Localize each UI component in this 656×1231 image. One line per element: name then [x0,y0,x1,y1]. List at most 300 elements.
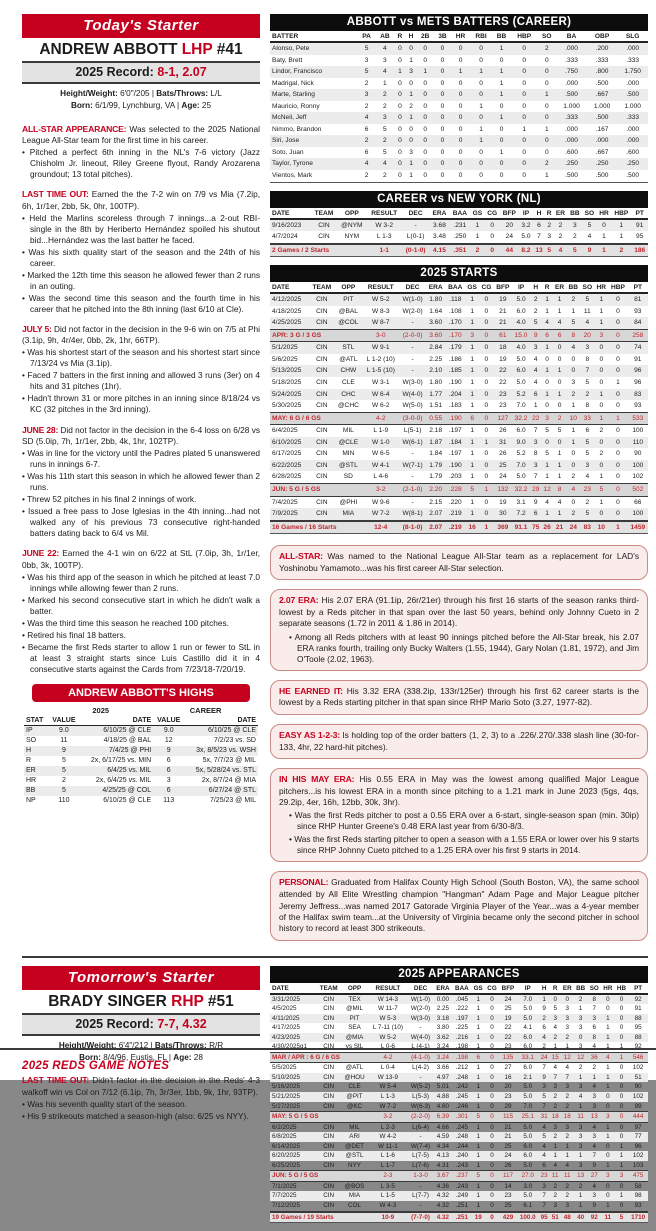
table-cell: 0 [423,125,428,133]
table-cell: CIN [323,1083,335,1091]
table-cell: 0 [398,137,402,145]
table-cell: 3.80 [436,1024,450,1032]
table-cell: 75 [532,523,540,531]
table-cell: 4 [587,233,592,241]
table-cell: 1-1 [379,246,389,254]
table-cell: 1 [484,523,489,531]
table-row [270,521,648,534]
table-cell: 9/16/2023 [272,221,302,229]
column-header: HR [597,209,612,219]
table-cell: 0 [619,1083,624,1091]
table-cell: 4 [592,1182,597,1190]
tomorrow-born-label: Born: [79,1052,101,1062]
table-cell: 6/10/2025 [272,438,302,446]
table-cell: 1 [476,1073,480,1081]
table-cell: 1 [476,1133,480,1141]
table-cell: @ATL [339,355,358,363]
table-cell: 2 [553,1182,557,1190]
table-row [24,776,258,786]
table-cell: 1 [476,1123,480,1131]
table-cell: 51 [634,1073,642,1081]
column-header: DEC [402,209,430,219]
table-cell: 0 [440,148,445,156]
table-cell: 99 [634,1102,642,1110]
table-cell: PIT [343,296,354,304]
table-cell: NP [26,797,36,805]
table-cell: 0 [423,56,428,64]
pitcher-bio [22,84,260,115]
table-cell: 0 [423,114,428,122]
table-cell: 0 [490,1053,494,1061]
table-cell: 1 [476,1202,480,1210]
table-cell: 2.07 [429,523,443,531]
table-row [270,1082,648,1092]
table-cell: 3 [409,68,413,76]
column-header: CG [479,283,493,293]
table-cell: W 14-3 [377,995,399,1003]
table-cell: 0 [490,1014,494,1022]
table-cell: 6.0 [523,1142,533,1150]
table-cell: 1 [619,221,624,229]
table-cell: @MIL [346,1005,363,1013]
table-cell: CHW [340,367,357,375]
table-cell: 0 [490,1161,494,1169]
table-cell: 24 [504,995,512,1003]
table-cell: 1 [544,125,549,133]
table-cell: 1.79 [429,461,443,469]
table-cell: 5/16/2025 [272,1083,301,1091]
callout-paragraph [279,551,639,574]
note-section [22,425,260,540]
table-cell: 103 [632,1161,644,1169]
table-cell: 24 [499,473,507,481]
table-cell: 95 [540,1213,548,1221]
table-cell: 2 [565,1102,570,1110]
table-cell: 6.0 [523,1043,533,1051]
table-cell: 2 [383,172,387,180]
table-cell: .216 [455,1033,468,1041]
table-cell: 5 [364,68,369,76]
table-cell: 1-3-0 [413,1172,428,1180]
table-cell: .500 [595,114,609,122]
table-cell: 5/24/2025 [272,390,302,398]
table-cell: .333 [565,56,578,64]
table-cell: 2 [383,137,387,145]
table-cell: W 3-2 [375,221,393,229]
column-header: TEAM [311,209,337,219]
table-cell: 0 [490,1083,494,1091]
callout-bullet: • Was the first Reds pitcher to post a 0.55 ERA over a 6-start, single-season span (min. 30ip) since RHP Hunter Greene's 0.48 ERA last year from 6/30-8/3. [289,810,639,832]
table-cell: .333 [626,114,640,122]
row-label: 2 Games / 2 Starts [272,246,330,254]
table-cell: 0 [484,461,489,469]
table-cell: 36 [590,1053,598,1061]
table-cell: 0 [522,148,526,156]
table-row [270,1052,648,1063]
table-cell: 3 [553,1123,557,1131]
pitcher-name: ANDREW ABBOTT [39,41,178,58]
table-cell: .000 [626,137,640,145]
table-cell: 1710 [631,1213,646,1221]
table-cell: 7 [533,427,538,435]
table-cell: 26 [499,450,507,458]
table-cell: 2 [558,233,563,241]
table-cell: 92 [590,1213,598,1221]
table-cell: (3-0-0) [402,414,423,422]
column-header: BATTER [270,32,358,42]
table-cell: 7 [542,1064,546,1072]
table-cell: 0 [499,160,504,168]
table-cell: 113 [163,797,175,805]
table-cell: 6.0 [516,427,526,435]
table-cell: vs StL [345,1043,364,1051]
table-cell: 0 [571,367,576,375]
table-cell: 6 [545,331,549,339]
season-starts-table [270,283,648,534]
table-cell: .118 [449,296,462,304]
table-cell: 1.64 [429,307,443,315]
table-cell: 0 [423,79,428,87]
table-cell: .000 [565,79,578,87]
table-cell: 95 [634,1024,642,1032]
table-cell: 23 [504,1043,512,1051]
table-cell: 3 [592,1102,597,1110]
table-cell: 26 [543,523,551,531]
table-cell: 91 [634,1005,642,1013]
table-cell: 9 [542,1005,546,1013]
table-cell: CIN [316,344,328,352]
column-header: RESULT [367,209,402,219]
note-paragraph [22,425,260,447]
table-cell: 0 [616,344,620,352]
table-cell: 1 [578,1102,583,1110]
tomorrow-pitcher-number: #51 [207,992,234,1010]
table-cell: 5 [476,1172,480,1180]
table-cell: 51 [551,1213,559,1221]
table-cell: 1 [470,319,474,327]
table-cell: 4.60 [436,1102,450,1110]
table-cell: 1 [606,1043,610,1051]
pitcher-number: #41 [216,41,243,58]
appearances-column [270,966,648,1231]
table-cell: @NYM [341,221,363,229]
table-cell: 6 [533,390,538,398]
table-cell: 3 [553,1083,557,1091]
callout-box [270,768,648,863]
table-cell: 5 [585,296,590,304]
table-cell: 1 [553,1142,557,1150]
table-cell: 11 [604,1213,612,1221]
table-cell: 0 [484,344,489,352]
table-cell: 2 [565,1182,570,1190]
table-cell: 3 [578,1123,583,1131]
table-cell: 0 [619,1024,624,1032]
table-cell: 4/17/2025 [272,1024,301,1032]
note-section [22,548,260,675]
table-cell: 5/13/2025 [272,367,302,375]
callout-bullet: • Was the first Reds starting pitcher to open a season with a 1.55 ERA or lower over his 9 starts since RHP Johnny Cueto pitched to a 1.25 ERA over his first 9 starts in 2014. [289,834,639,856]
table-cell: L 0-6 [380,1043,395,1051]
table-cell: L 4-6 [373,473,389,481]
table-cell: 0 [440,68,445,76]
table-cell: 4.0 [516,344,526,352]
table-row [270,1014,648,1024]
table-cell: 7 [565,1073,570,1081]
column-header: DATE [270,984,317,994]
table-cell: 4/11/2025 [272,1014,300,1022]
table-cell: 8 [592,1033,597,1041]
table-cell: 0 [484,414,489,422]
table-cell: L 7-11 (10) [372,1024,403,1032]
table-cell: CIN [316,450,328,458]
table-row [270,1112,648,1123]
table-cell: 22 [504,1033,512,1041]
table-row [270,112,648,124]
table-cell: L 1-3 [380,1093,395,1101]
table-cell: 0 [522,56,526,64]
table-cell: 100 [632,461,644,469]
table-cell: 6 [585,427,590,435]
table-cell: 1 [545,461,549,469]
table-cell: 1 [409,160,413,168]
table-cell: W(8-1) [402,510,423,518]
table-cell: 95 [636,233,644,241]
table-cell: @STL [345,1152,364,1160]
table-cell: 1 [557,473,562,481]
table-cell: Lindor, Francisco [272,68,323,76]
table-cell: 1 [606,1161,610,1169]
table-cell: 0 [499,172,504,180]
table-cell: 2 [571,296,576,304]
table-cell: 5/30/2025 [272,402,302,410]
table-cell: CIN [323,1005,335,1013]
column-header: SO [582,209,597,219]
callout-bullet: • Among all Reds pitchers with at least 90 innings pitched before the All-Star break, his 2.07 ERA ranks fourth, trailing only Bucky Walters (1.55, 1944), Gary Nolan (1.81, 1972), and Jim O'Toole (2.02, 1963). [289,632,639,665]
table-cell: 2.07 [429,510,443,518]
table-cell: 20 [505,221,514,229]
table-cell: 16 [504,1073,512,1081]
table-cell: McNeil, Jeff [272,114,307,122]
table-cell: L 1-3 [376,233,392,241]
table-cell: MIN [342,450,355,458]
row-label: MAY: 5 G / 5 GS [272,1113,319,1121]
top-section [22,14,648,950]
table-cell: 3 [571,379,576,387]
table-cell: .000 [565,45,578,52]
table-cell: 4.66 [436,1123,450,1131]
table-cell: 2 [542,1014,546,1022]
table-cell: 1 [571,402,576,410]
table-cell: 4-2 [383,1053,393,1061]
table-cell: 0 [440,79,445,87]
row-label: JUN: 5 G / 5 GS [272,485,321,493]
table-cell: .667 [595,91,609,99]
table-cell: 2 [547,221,551,229]
table-cell: 5 [571,319,576,327]
table-cell: 0 [484,427,489,435]
table-cell: 6/10/25 @ CLE [103,797,152,805]
table-cell: 4/12/2025 [272,296,302,304]
column-header: SLG [617,32,648,42]
callout-box [270,680,648,715]
table-cell: CIN [323,1093,335,1101]
table-cell: 0 [479,79,483,87]
table-cell: .250 [453,233,467,241]
table-cell: 1 [545,296,549,304]
table-cell: .190 [448,414,462,422]
table-cell: 2 [475,246,480,254]
table-cell: MIL [349,1123,360,1131]
table-cell: 4/7/2024 [272,233,298,241]
table-cell: .500 [595,172,609,180]
row-label: JUN: 5 G / 5 GS [272,1172,319,1180]
note-paragraph [22,324,260,346]
table-cell: 11 [551,1172,559,1180]
table-cell: 0 [490,1073,494,1081]
table-cell: 1 [470,367,474,375]
table-cell: 0 [398,114,402,122]
table-cell: W 7-2 [371,510,390,518]
note-heading: LAST TIME OUT: [22,189,92,200]
table-cell: Vientos, Mark [272,172,313,180]
column-header: DATE [184,716,258,726]
table-cell: 1 [578,1202,583,1210]
table-cell: 1 [606,1073,610,1081]
table-cell: 1 [470,402,474,410]
tomorrow-starter-banner: Tomorrow's Starter [22,966,260,990]
table-cell: 0 [606,995,610,1003]
table-cell: W 5-2 [371,296,390,304]
table-cell: 4 [592,1043,597,1051]
table-cell: 1 [557,367,562,375]
table-cell: CIN [323,1142,335,1150]
table-cell: CIN [323,1064,335,1072]
table-cell: 1 [606,1064,610,1072]
column-header: HR [594,283,608,293]
table-cell: 6/27/24 @ STL [208,787,256,795]
table-cell: 0 [423,160,428,168]
table-cell: 92 [634,1043,642,1051]
table-cell: 0 [490,1142,494,1150]
tomorrow-pitcher-name-line [22,990,260,1015]
table-cell: L(5-3) [412,1093,429,1101]
column-header: OPP [341,984,368,994]
table-cell: 10 [569,414,577,422]
table-cell: .333 [595,56,609,64]
table-cell: 48 [563,1213,571,1221]
column-header: IP [517,984,539,994]
table-cell: W 6-4 [371,390,390,398]
table-cell: 0 [544,114,549,122]
table-cell: .219 [448,510,462,518]
table-cell: 90 [634,1083,642,1091]
note-bullet: • Marked his second consecutive start in which he didn't walk a batter. [22,595,260,617]
column-header: RESULT [362,283,399,293]
table-cell: 5.01 [436,1083,450,1091]
table-cell: 0 [490,1033,494,1041]
table-cell: 20 [583,331,591,339]
table-cell: 4 [542,1123,546,1131]
table-cell: 0 [616,355,620,363]
table-cell: .000 [595,137,609,145]
table-cell: 1.80 [429,379,443,387]
table-cell: W(6-3) [410,1102,431,1110]
note-heading: ALL-STAR APPEARANCE: [22,123,130,134]
table-cell: W(3-0) [410,1014,431,1022]
note-intro: Did not factor in the decision in the 9-6 win on 7/5 at Phi (3.1ip, 9h, 4r/4er, 0bb, 2k, 1hr, 66TP). [22,323,260,346]
table-cell: 7 [542,1202,546,1210]
table-cell: 5 [545,427,549,435]
column-header: DATE [270,283,309,293]
callout-paragraph [279,877,639,934]
column-header: RBI [470,32,492,42]
table-cell: 1 [470,344,474,352]
table-body [270,293,648,533]
table-cell: 1 [470,355,474,363]
table-cell: CLE [341,379,355,387]
table-cell: 0 [479,56,483,64]
table-cell: 0 [423,91,428,99]
table-cell: .179 [448,344,462,352]
table-cell: 0 [490,233,495,241]
table-cell: 2x, 8/7/24 @ MIA [201,777,256,785]
table-cell: - [419,1024,422,1032]
table-cell: 475 [632,1172,644,1180]
table-cell: 33.1 [521,1053,534,1061]
table-cell: 0 [619,1102,624,1110]
table-cell: 1 [470,296,474,304]
table-cell: 1 [602,233,606,241]
tomorrow-notes [22,1075,260,1122]
table-cell: 0 [490,1172,494,1180]
table-cell: 5.0 [523,1192,533,1200]
note-intro: Earned the the 7-2 win on 7/9 vs Mia (7.2ip, 6h, 1r/1er, 2bb, 5k, 0hr, 100TP). [22,189,260,211]
table-cell: CIN [316,461,328,469]
table-cell: 3 [565,1083,570,1091]
table-cell: 5 [573,246,577,254]
table-cell: 4.31 [436,1161,450,1169]
table-row [270,412,648,425]
column-header: SO [587,984,601,994]
column-header: ER [553,209,567,219]
table-cell: 2 [578,995,583,1003]
table-cell: 5.0 [523,1133,533,1141]
table-cell: 2 [573,233,577,241]
table-cell: .800 [595,68,609,76]
table-cell: .197 [448,450,462,458]
table-cell: 9 [61,747,66,755]
table-cell: .667 [595,148,609,156]
table-cell: 3 [565,1202,570,1210]
table-cell: W 5-2 [379,1033,397,1041]
table-cell: 1 [479,102,483,110]
table-cell: .600 [565,148,578,156]
table-body [24,725,258,806]
table-cell: 2 [364,102,369,110]
table-row [270,158,648,170]
table-cell: W 6-5 [371,450,390,458]
table-cell: 91.1 [514,523,528,531]
callout-text: His 3.32 ERA (338.2ip, 133r/125er) through his first 62 career starts is the lowest by a Reds starting pitcher in that span since RHP Mario Soto (3.27, 1977-82). [279,685,639,708]
table-cell: 2.18 [429,427,443,435]
table-cell: 3 [578,1024,583,1032]
table-cell: 0 [602,221,606,229]
table-cell: 1 [606,1123,610,1131]
table-cell: 4 [557,498,562,506]
table-cell: 2 [592,1064,597,1072]
table-cell: 9 [542,1073,546,1081]
table-cell: 83 [634,390,642,398]
